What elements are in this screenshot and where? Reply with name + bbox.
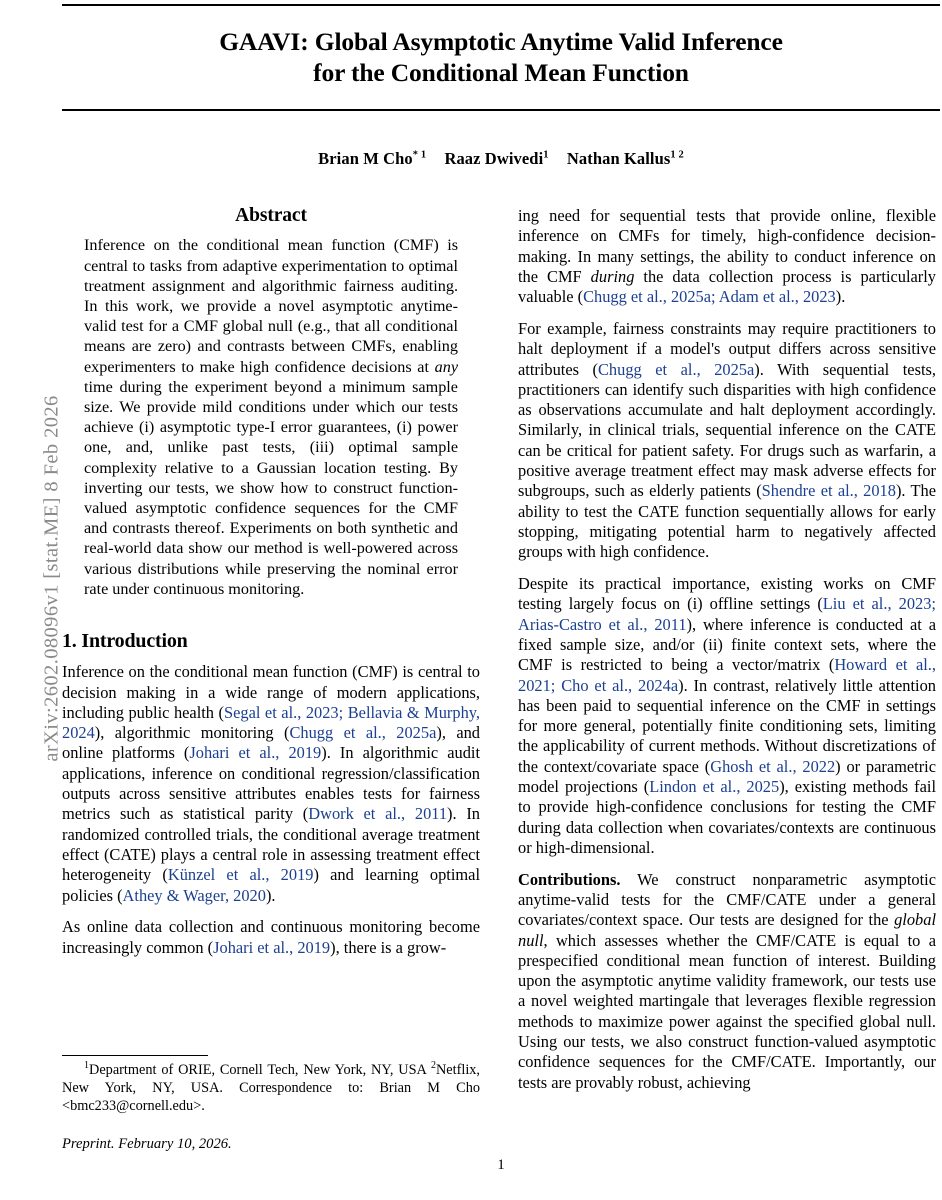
text-run: We construct nonparametric asymptotic anytime-valid tests for the CMF/CATE under a general covariates/context space. Our tests are designed for the [518, 869, 936, 930]
right-paragraph-2 [518, 319, 936, 563]
author-entry [567, 149, 684, 168]
text-run: For example, fairness constraints may require practitioners to halt deployment if a model's output differs across sensitive attributes ( [518, 318, 936, 379]
left-column [62, 206, 480, 958]
contributions-lead-in: Contributions. [518, 869, 621, 889]
emphasis-global-null: global null [518, 910, 936, 950]
title-line-1: GAAVI: Global Asymptotic Anytime Valid Inference [219, 27, 783, 56]
text-run: ). The ability to test the CATE function sequentially allows for early stopping, mitigating potential harm to negatively affected groups with high confidence. [518, 481, 937, 562]
footnote-mark-1: 1 [84, 1060, 89, 1072]
citation-link[interactable]: Johari et al., 2019 [213, 937, 331, 957]
author-name: Brian M Cho [318, 149, 413, 168]
text-run: ). [265, 885, 276, 905]
intro-paragraph-1 [62, 662, 480, 906]
footnote-block [62, 1055, 480, 1154]
paper-page [62, 0, 940, 1200]
text-run: ). In algorithmic audit applications, inference on conditional regression/classification outputs across sensitive attributes enables tests for fairness metrics such as statistical parity ( [62, 743, 480, 824]
text-run: ) or parametric model projections ( [518, 756, 936, 797]
author-affiliation-marks: 1 [543, 149, 549, 161]
citation-link[interactable]: Johari et al., 2019 [189, 743, 322, 763]
right-paragraph-3 [518, 574, 936, 858]
citation-link[interactable]: Lindon et al., 2025 [649, 777, 780, 797]
citation-separator: ; [550, 675, 562, 695]
abstract-heading: Abstract [235, 205, 307, 226]
affiliation-2: Netflix, New York, NY, USA. Correspondence to: Brian M Cho <bmc233@cornell.edu>. [62, 1062, 481, 1114]
author-name: Raaz Dwivedi [444, 149, 544, 168]
abstract-text [84, 235, 458, 599]
title-line-2: for the Conditional Mean Function [313, 58, 689, 87]
author-name: Nathan Kallus [566, 149, 671, 168]
footnote-affiliations [62, 1062, 480, 1115]
citation-link[interactable]: Chugg et al., 2025a [598, 359, 755, 379]
text-run: ), and online platforms ( [62, 723, 480, 763]
citation-link[interactable]: Howard et al., 2021 [518, 655, 936, 695]
citation-separator: ; [338, 702, 348, 722]
citation-link[interactable]: Cho et al., 2024a [561, 675, 679, 695]
text-run: ) and learning optimal policies ( [62, 865, 480, 905]
text-run: ), algorithmic monitoring ( [94, 723, 290, 743]
text-run: ). [835, 287, 846, 307]
text-run: Inference on the conditional mean function (CMF) is central to decision making in a wide range of modern applications, including public health ( [62, 662, 480, 722]
abstract-block [84, 206, 458, 599]
page-number: 1 [497, 1157, 505, 1173]
page-title [62, 26, 940, 88]
text-run: , which assesses whether the CMF/CATE is equal to a prespecified conditional mean function of interest. Building upon the asymptotic anytime validity framework, our tests use a novel weighted martingale that leverages flexible regression methods to maximize power against the specified global null. Using our tests, we also construct function-valued asymptotic confidence sequences for the CMF/CATE. Importantly, our tests are provably robust, achieving [518, 930, 936, 1092]
author-entry [318, 149, 426, 168]
citation-link[interactable]: Arias-Castro et al., 2011 [518, 614, 687, 634]
right-paragraph-4-contributions [518, 870, 936, 1093]
text-run: the data collection process is particularly valuable ( [518, 266, 937, 307]
right-column [518, 206, 936, 1093]
text-run: ). In contrast, relatively little attention has been paid to sequential inference on the CMF in settings for more general, potentially finite conditioning sets, limiting the applicability of current methods. Without discretizations of the context/covariate space ( [518, 675, 936, 776]
footnote-separator-rule [62, 1055, 208, 1056]
affiliation-1: Department of ORIE, Cornell Tech, New York, NY, USA [89, 1062, 427, 1079]
preprint-notice: Preprint. February 10, 2026. [62, 1136, 232, 1153]
text-run: ). In randomized controlled trials, the conditional average treatment effect (CATE) plays a central role in assessing treatment effect heterogeneity ( [62, 804, 480, 885]
citation-link[interactable]: Bellavia & Murphy, 2024 [62, 702, 481, 743]
citation-separator: ; [711, 287, 719, 307]
text-run: ), existing methods fail to provide high-confidence conclusions for testing the CMF during data collection when covariates/contexts are continuous or high-dimensional. [518, 777, 936, 857]
section-spacer [62, 599, 480, 631]
citation-link[interactable]: Adam et al., 2023 [718, 287, 836, 307]
header-rule-top [62, 4, 940, 6]
footnote-mark-2: 2 [430, 1060, 436, 1072]
author-entry [444, 149, 548, 168]
citation-link[interactable]: Chugg et al., 2025a [289, 723, 437, 743]
header-rule-bottom [62, 109, 940, 111]
emphasis-any: any [434, 357, 458, 376]
right-paragraph-1 [518, 206, 936, 307]
citation-link[interactable]: Chugg et al., 2025a [583, 287, 711, 307]
text-run: ing need for sequential tests that provide online, flexible inference on CMFs for timely, high-confidence decision-making. In many settings, the ability to conduct inference on the CMF [518, 206, 936, 286]
author-list [62, 149, 940, 169]
citation-link[interactable]: Dwork et al., 2011 [308, 804, 448, 824]
text-run: ). With sequential tests, practitioners can identify such disparities with high confidence as observations accumulate and halt deployment accordingly. Similarly, in clinical trials, sequential inference on the CATE can be critical for patient safety. For drugs such as warfarin, a positive average treatment effect may mask adverse effects for subgroups, such as elderly patients ( [518, 359, 936, 501]
text-run: Despite its practical importance, existing works on CMF testing largely focus on (i) offline settings ( [518, 574, 936, 614]
citation-separator: ; [931, 594, 936, 614]
text-run: As online data collection and continuous monitoring become increasingly common ( [62, 917, 480, 957]
section-heading-introduction: 1. Introduction [62, 629, 188, 652]
author-affiliation-marks: * 1 [412, 149, 427, 161]
intro-paragraph-2 [62, 917, 480, 958]
text-run: ), there is a grow- [330, 937, 447, 957]
author-affiliation-marks: 1 2 [670, 149, 684, 161]
abstract-body-text: Inference on the conditional mean function (CMF) is central to tasks from adaptive experimentation to optimal treatment assignment and algorithmic fairness auditing. In this work, we provide a novel asymptotic anytime-valid test for a CMF global null (e.g., that all conditional means are zero) and contrasts between CMFs, enabling experimenters to make high confidence decisions at any time during the experiment beyond a minimum sample size. We provide mild conditions under which our tests achieve (i) asymptotic type-I error guarantees, (i) power one, and, unlike past tests, (iii) optimal sample complexity relative to a Gaussian location testing. By inverting our tests, we show how to construct function-valued asymptotic confidence sequences for the CMF and contrasts thereof. Experiments on both synthetic and real-world data show our method is well-powered across various distributions while preserving the nominal error rate under continuous monitoring. [84, 236, 458, 598]
citation-link[interactable]: Athey & Wager, 2020 [122, 885, 266, 905]
citation-link[interactable]: Segal et al., 2023 [223, 702, 339, 722]
emphasis-during: during [590, 266, 635, 286]
citation-link[interactable]: Ghosh et al., 2022 [710, 756, 836, 776]
citation-link[interactable]: Künzel et al., 2019 [167, 865, 314, 885]
text-run: ), where inference is conducted at a fixed sample size, and/or (ii) finite context sets, where the CMF is restricted to being a vector/matrix ( [518, 614, 936, 675]
arxiv-stamp: arXiv:2602.08096v1 [stat.ME] 8 Feb 2026 [40, 395, 63, 762]
citation-link[interactable]: Liu et al., 2023 [822, 594, 932, 614]
citation-link[interactable]: Shendre et al., 2018 [761, 481, 896, 501]
